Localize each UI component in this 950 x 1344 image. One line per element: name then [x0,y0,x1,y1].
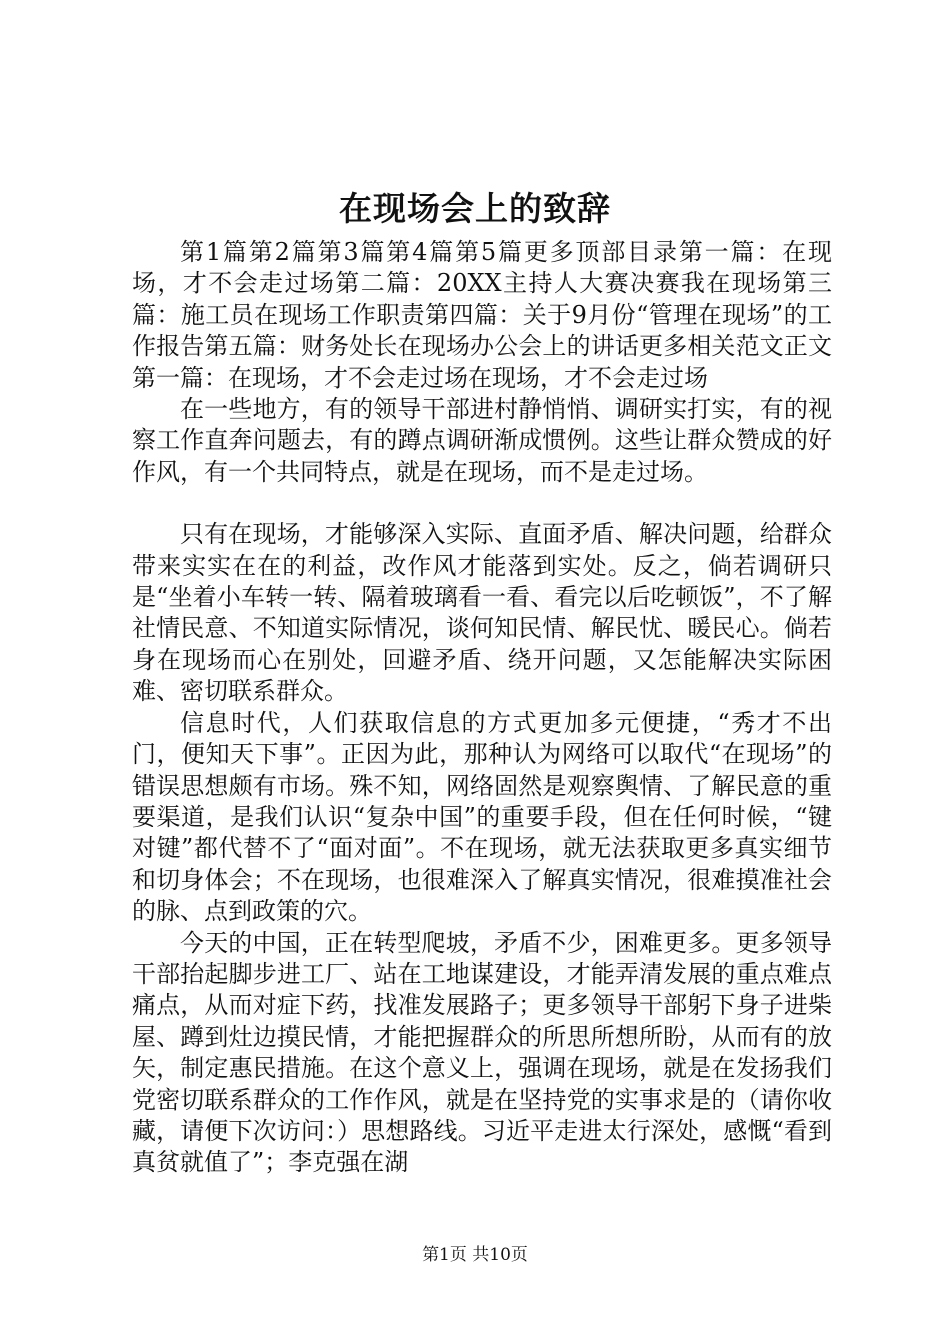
paragraph-information-age: 信息时代，人们获取信息的方式更加多元便捷，“秀才不出门，便知天下事”。正因为此，那种认为网络可以取代“在现场”的错误思想颇有市场。殊不知，网络固然是观察舆情、了解民意的重要渠道，是我们认识“复杂中国”的重要手段，但在任何时候，“键对键”都代替不了“面对面”。不在现场，就无法获取更多真实细节和切身体会；不在现场，也很难深入了解真实情况，很难摸准社会的脉、点到政策的穴。 [132,708,832,926]
paragraph-intro: 在一些地方，有的领导干部进村静悄悄、调研实打实，有的视察工作直奔问题去，有的蹲点调研渐成惯例。这些让群众赞成的好作风，有一个共同特点，就是在现场，而不是走过场。 [132,395,832,486]
document-title: 在现场会上的致辞 [339,189,611,228]
paragraph-todays-china: 今天的中国，正在转型爬坡，矛盾不少，困难更多。更多领导干部抬起脚步进工厂、站在工地谋建设，才能弄清发展的重点难点痛点，从而对症下药，找准发展路子；更多领导干部躬下身子进柴屋、蹲到灶边摸民情，才能把握群众的所思所想所盼，从而有的放矢，制定惠民措施。在这个意义上，强调在现场，就是在发扬我们党密切联系群众的工作作风，就是在坚持党的实事求是的（请你收藏，请便下次访问：）思想路线。习近平走进太行深处，感慨“看到真贫就值了”；李克强在湖 [132,928,832,1177]
paragraph-on-site: 只有在现场，才能够深入实际、直面矛盾、解决问题，给群众带来实实在在的利益，改作风才能落到实处。反之，倘若调研只是“坐着小车转一转、隔着玻璃看一看、看完以后吃顿饭”，不了解社情民意、不知道实际情况，谈何知民情、解民忧、暖民心。倘若身在现场而心在别处，回避矛盾、绕开问题，又怎能解决实际困难、密切联系群众。 [132,520,832,706]
page-number-footer: 第1页 共10页 [422,1245,528,1265]
paragraph-toc: 第1篇第2篇第3篇第4篇第5篇更多顶部目录第一篇：在现场，才不会走过场第二篇：20XX主持人大赛决赛我在现场第三篇：施工员在现场工作职责第四篇：关于9月份“管理在现场”的工作报告第五篇：财务处长在现场办公会上的讲话更多相关范文正文第一篇：在现场，才不会走过场在现场，才不会走过场 [132,238,832,392]
document-body [132,237,832,1179]
